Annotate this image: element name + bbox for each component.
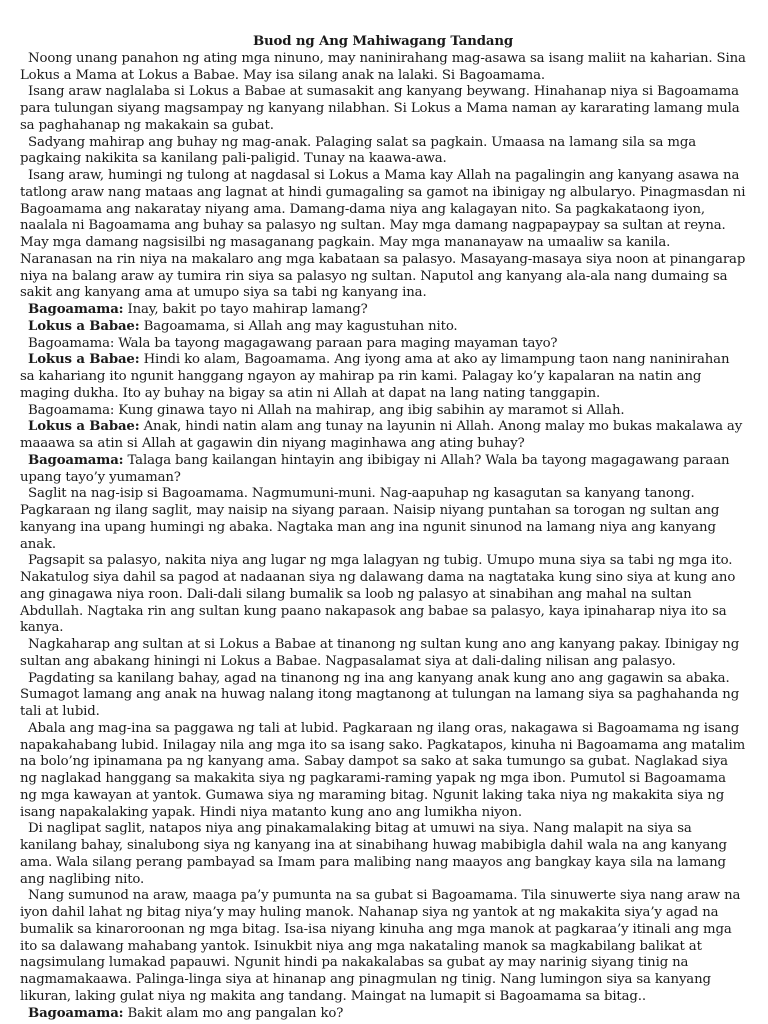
paragraph-text: Di naglipat saglit, natapos niya ang pinakamalaking bitag at umuwi na siya. Nang malapit na siya sa kanilang bahay, sinalubong siya ng kanyang ina at sinabihang huwag mabibigla dahil wala na ang kanyang ama. Wala silang perang pambayad sa Imam para malibing nang maayos ang bangkay kaya sila na lamang ang naglibing nito. — [20, 821, 727, 887]
narrative-paragraph — [20, 403, 746, 420]
narrative-paragraph — [20, 486, 746, 553]
paragraph-text: Bagoamama, si Allah ang may kagustuhan nito. — [143, 318, 458, 334]
paragraph-text: Pagsapit sa palasyo, nakita niya ang lugar ng mga lalagyan ng tubig. Umupo muna siya sa tabi ng mga ito. Nakatulog siya dahil sa pagod at nadaanan siya ng dalawang dama na nagtataka kung sino siya at kung ano ang ginagawa niya roon. Dali-dali silang bumalik sa loob ng palasyo at sinabihan ang mahal na sultan Abdullah. Nagtaka rin ang sultan kung paano nakapasok ang babae sa palasyo, kaya ipinaharap niya ito sa kanya. — [20, 553, 736, 636]
narrative-paragraph — [20, 168, 746, 302]
paragraph-text: Abala ang mag-ina sa paggawa ng tali at lubid. Pagkaraan ng ilang oras, nakagawa si Bagoamama ng isang napakahabang lubid. Inilagay nila ang mga ito sa isang sako. Pagkatapos, kinuha ni Bagoamama ang matalim na bolo’ng ipinamana pa ng kanyang ama. Sabay dampot sa sako at saka tumungo sa gubat. Naglakad siya ng naglakad hanggang sa makakita siya ng pagkarami-raming yapak ng mga ibon. Pumutol si Bagoamama ng mga kawayan at yantok. Gumawa siya ng maraming bitag. Ngunit laking taka niya ng makakita siya ng isang napakalaking yapak. Hindi niya matanto kung ano ang lumikha niyon. — [20, 720, 746, 820]
speaker-label: Bagoamama: — [28, 452, 124, 468]
paragraph-text: Bakit alam mo ang pangalan ko? — [127, 1005, 344, 1021]
paragraph-text: Nagkaharap ang sultan at si Lokus a Babae at tinanong ng sultan kung ano ang kanyang pakay. Ibinigay ng sultan ang abakang hiningi ni Lokus a Babae. Nagpasalamat siya at dali-daling nilisan ang palasyo. — [20, 637, 740, 669]
paragraph-text: Anak, hindi natin alam ang tunay na layunin ni Allah. Anong malay mo bukas makalawa ay maaawa sa atin si Allah at gagawin din niyang maginhawa ang ating buhay? — [20, 419, 743, 451]
paragraph-text: Isang araw naglalaba si Lokus a Babae at sumasakit ang kanyang beywang. Hinahanap niya si Bagoamama para tulungan siyang magsampay ng kanyang nilabhan. Si Lokus a Mama naman ay kararating lamang mula sa paghahanap ng makakain sa gubat. — [20, 84, 740, 133]
dialogue-paragraph — [20, 319, 746, 336]
narrative-paragraph — [20, 135, 746, 169]
narrative-paragraph — [20, 51, 746, 85]
dialogue-paragraph — [20, 419, 746, 453]
paragraph-text: Inay, bakit po tayo mahirap lamang? — [127, 302, 368, 317]
paragraph-text: Bagoamama: Wala ba tayong magagawang paraan para maging mayaman tayo? — [28, 335, 558, 351]
paragraph-text: Talaga bang kailangan hintayin ang ibibigay ni Allah? Wala ba tayong magagawang paraan upang tayo’y yumaman? — [20, 452, 730, 485]
paragraph-text: Bagoamama: Kung ginawa tayo ni Allah na mahirap, ang ibig sabihin ay maramot si Allah. — [28, 402, 625, 418]
paragraph-text: Noong unang panahon ng ating mga ninuno, may naninirahang mag-asawa sa isang maliit na kaharian. Sina Lokus a Mama at Lokus a Babae. May isa silang anak na lalaki. Si Bagoamama. — [20, 50, 746, 83]
speaker-label: Lokus a Babae: — [28, 352, 140, 368]
narrative-paragraph — [20, 671, 746, 721]
narrative-paragraph — [20, 553, 746, 637]
speaker-label: Bagoamama: — [28, 1005, 124, 1021]
dialogue-paragraph — [20, 1006, 746, 1023]
paragraph-text: Pagdating sa kanilang bahay, agad na tinanong ng ina ang kanyang anak kung ano ang gagawin sa abaka. Sumagot lamang ang anak na huwag nalang itong magtanong at tulungan na lamang siya sa paghahanda ng tali at lubid. — [20, 670, 740, 719]
dialogue-paragraph — [20, 302, 746, 319]
narrative-paragraph — [20, 637, 746, 671]
narrative-paragraph — [20, 336, 746, 353]
dialogue-paragraph — [20, 453, 746, 487]
narrative-paragraph — [20, 84, 746, 134]
document-body — [20, 51, 746, 1023]
paragraph-text: Isang araw, humingi ng tulong at nagdasal si Lokus a Mama kay Allah na pagalingin ang kanyang asawa na tatlong araw nang mataas ang lagnat at hindi gumagaling sa gamot na ibinigay ng albularyo. Pinagmasdan ni Bagoamama ang nakaratay niyang ama. Damang-dama niya ang kalagayan nito. Sa pagkakataong iyon, naalala ni Bagoamama ang buhay sa palasyo ng sultan. May mga damang nagpapaypay sa sultan at reyna. May mga damang nagsisilbi ng masaganang pagkain. May mga mananayaw na umaaliw sa kanila. Naranasan na rin niya na makalaro ang mga kabataan sa palasyo. Masayang-masaya siya noon at pinangarap niya na balang araw ay tumira rin siya sa palasyo ng sultan. Naputol ang kanyang ala-ala nang dumaing sa sakit ang kanyang ama at umupo siya sa tabi ng kanyang ina. — [20, 168, 746, 301]
paragraph-text: Hindi ko alam, Bagoamama. Ang iyong ama at ako ay limampung taon nang naninirahan sa kahariang ito ngunit hanggang ngayon ay mahirap pa rin kami. Palagay ko’y kapalaran na natin ang maging dukha. Ito ay buhay na bigay sa atin ni Allah at dapat na lang nating tanggapin. — [20, 352, 730, 401]
paragraph-text: Nang sumunod na araw, maaga pa’y pumunta na sa gubat si Bagoamama. Tila sinuwerte siya nang araw na iyon dahil lahat ng bitag niya’y may huling manok. Nahanap siya ng yantok at ng makakita siya’y agad na bumalik sa kinaroroonan ng mga bitag. Isa-isa niyang kinuha ang mga manok at pagkaraa’y itinali ang mga ito sa dalawang mahabang yantok. Isinukbit niya ang mga nakataling manok sa magkabilang balikat at nagsimulang lumakad papauwi. Ngunit hindi pa nakakalabas sa gubat ay may narinig siyang tinig na nagmamakaawa. Palinga-linga siya at hinanap ang pinagmulan ng tinig. Nang lumingon siya sa kanyang likuran, laking gulat niya ng makita ang tandang. Maingat na lumapit si Bagoamama sa bitag.. — [20, 888, 741, 1004]
speaker-label: Bagoamama: — [28, 302, 124, 317]
paragraph-text: Sadyang mahirap ang buhay ng mag-anak. Palaging salat sa pagkain. Umaasa na lamang sila sa mga pagkaing nakikita sa kanilang pali-paligid. Tunay na kaawa-awa. — [20, 134, 696, 167]
speaker-label: Lokus a Babae: — [28, 318, 140, 334]
speaker-label: Lokus a Babae: — [28, 419, 140, 435]
narrative-paragraph — [20, 888, 746, 1005]
document-title: Buod ng Ang Mahiwagang Tandang — [252, 34, 514, 49]
narrative-paragraph — [20, 821, 746, 888]
narrative-paragraph — [20, 721, 746, 822]
dialogue-paragraph — [20, 352, 746, 402]
paragraph-text: Saglit na nag-isip si Bagoamama. Nagmumuni-muni. Nag-aapuhap ng kasagutan sa kanyang tanong. Pagkaraan ng ilang saglit, may naisip na siyang paraan. Naisip niyang puntahan sa torogan ng sultan ang kanyang ina upang humingi ng abaka. Nagtaka man ang ina ngunit sinunod na lamang niya ang kanyang anak. — [20, 486, 720, 552]
